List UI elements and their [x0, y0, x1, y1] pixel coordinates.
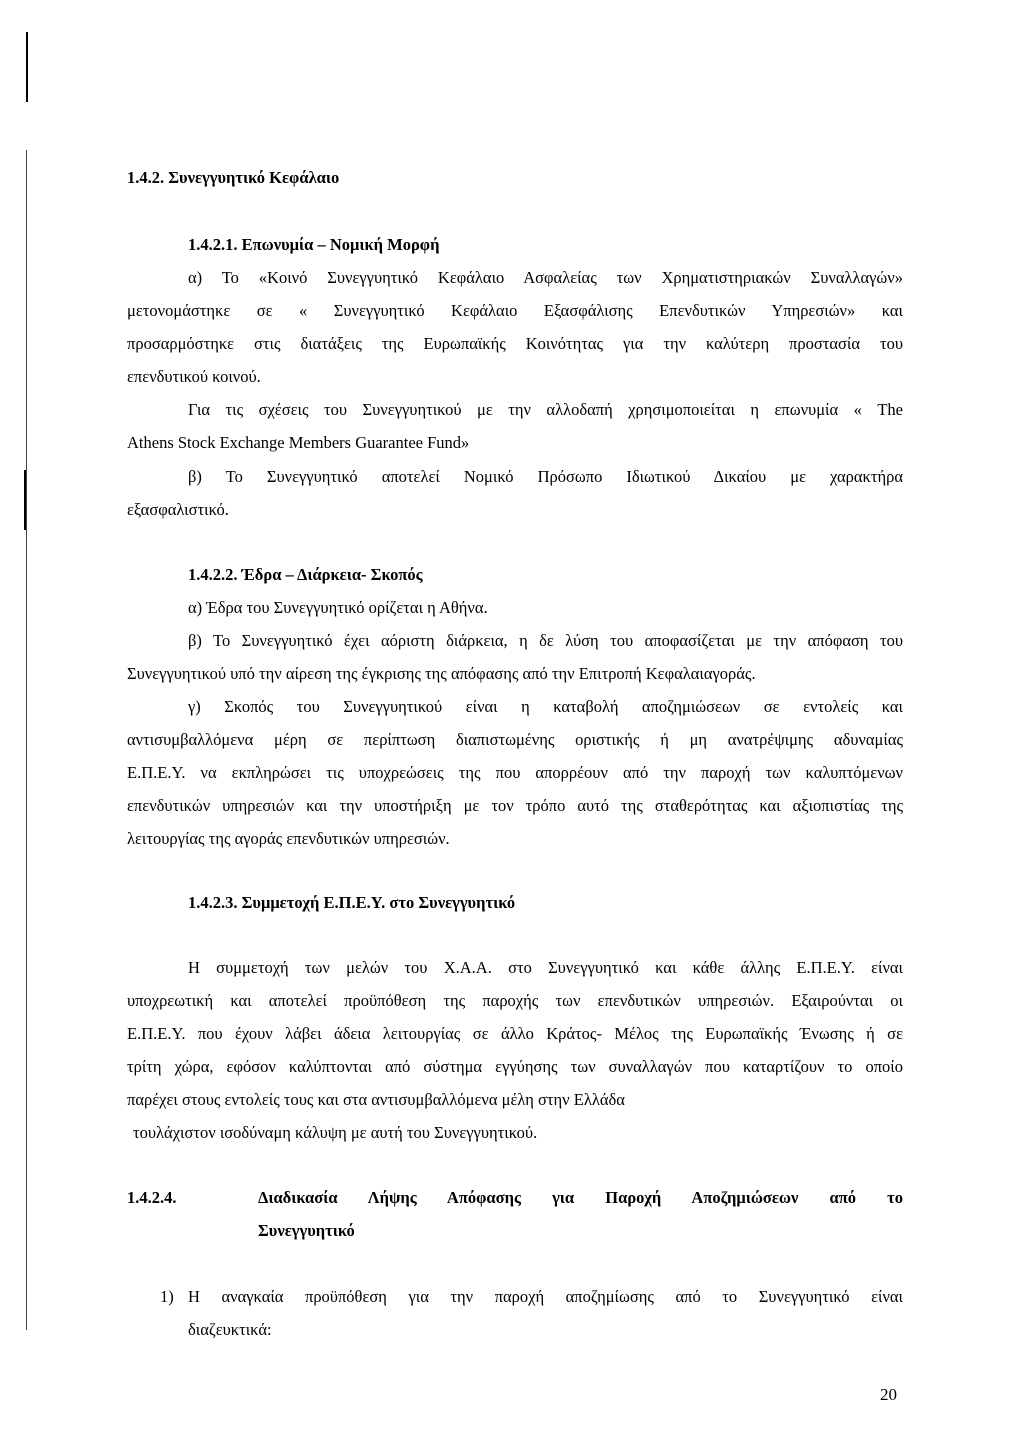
- s3-line-5: παρέχει στους εντολείς τους και στα αντισυμβαλλόμενα μέλη στην Ελλάδα: [127, 1090, 625, 1109]
- scan-edge-line-left: [26, 150, 27, 1330]
- s1-line-4: επενδυτικού κοινού.: [127, 367, 261, 386]
- s2-heading: 1.4.2.2. Έδρα – Διάρκεια- Σκοπός: [188, 565, 423, 584]
- s1-line-7: β) Το Συνεγγυητικό αποτελεί Νομικό Πρόσωπο Ιδιωτικού Δικαίου με χαρακτήρα: [188, 467, 903, 486]
- s2-line-8: λειτουργίας της αγοράς επενδυτικών υπηρεσιών.: [127, 829, 450, 848]
- scan-edge-line-top: [26, 32, 28, 102]
- s4-item-line-1: Η αναγκαία προϋπόθεση για την παροχή αποζημίωσης από το Συνεγγυητικό είναι: [188, 1287, 903, 1306]
- s1-line-3: προσαρμόστηκε στις διατάξεις της Ευρωπαϊκής Κοινότητας για την καλύτερη προστασία του: [127, 334, 903, 353]
- page-number: 20: [880, 1385, 897, 1404]
- s1-line-8: εξασφαλιστικό.: [127, 500, 229, 519]
- s4-heading-cont: Συνεγγυητικό: [258, 1221, 355, 1240]
- s2-line-5: αντισυμβαλλόμενα μέρη σε περίπτωση διαπιστωμένης οριστικής ή μη ανατρέψιμης αδυναμίας: [127, 730, 903, 749]
- scan-edge-mark: [24, 470, 26, 530]
- s3-heading: 1.4.2.3. Συμμετοχή Ε.Π.Ε.Υ. στο Συνεγγυητικό: [188, 893, 516, 912]
- s1-line-1: α) Το «Κοινό Συνεγγυητικό Κεφάλαιο Ασφαλείας των Χρηματιστηριακών Συναλλαγών»: [188, 268, 903, 287]
- s4-item-number: 1): [160, 1287, 174, 1306]
- s4-number: 1.4.2.4.: [127, 1188, 177, 1207]
- s3-line-2: υποχρεωτική και αποτελεί προϋπόθεση της παροχής των επενδυτικών υπηρεσιών. Εξαιρούνται οι: [127, 991, 903, 1010]
- s2-line-6: Ε.Π.Ε.Υ. να εκπληρώσει τις υποχρεώσεις της που απορρέουν από την παροχή των καλυπτόμενων: [127, 763, 903, 782]
- s1-line-2: μετονομάστηκε σε « Συνεγγυητικό Κεφάλαιο Εξασφάλισης Επενδυτικών Υπηρεσιών» και: [127, 301, 903, 320]
- s3-line-4: τρίτη χώρα, εφόσον καλύπτονται από σύστημα εγγύησης των συναλλαγών που καταρτίζουν το οποίο: [127, 1057, 903, 1076]
- s4-item-line-2: διαζευκτικά:: [188, 1320, 272, 1339]
- s3-line-1: Η συμμετοχή των μελών του Χ.Α.Α. στο Συνεγγυητικό και κάθε άλλης Ε.Π.Ε.Υ. είναι: [188, 958, 903, 977]
- s1-line-6: Athens Stock Exchange Members Guarantee Fund»: [127, 433, 470, 452]
- s2-line-4: γ) Σκοπός του Συνεγγυητικού είναι η καταβολή αποζημιώσεων σε εντολείς και: [188, 697, 903, 716]
- section-heading: 1.4.2. Συνεγγυητικό Κεφάλαιο: [127, 168, 340, 187]
- s2-line-3: Συνεγγυητικού υπό την αίρεση της έγκρισης της απόφασης από την Επιτροπή Κεφαλαιαγοράς.: [127, 664, 756, 683]
- s2-line-2: β) Το Συνεγγυητικό έχει αόριστη διάρκεια, η δε λύση του αποφασίζεται με την απόφαση του: [188, 631, 903, 650]
- s3-line-3: Ε.Π.Ε.Υ. που έχουν λάβει άδεια λειτουργίας σε άλλο Κράτος- Μέλος της Ευρωπαϊκής Ένωσης ή σε: [127, 1024, 903, 1043]
- s2-line-7: επενδυτικών υπηρεσιών και την υποστήριξη με τον τρόπο αυτό της σταθερότητας και αξιοπιστίας της: [127, 796, 903, 815]
- s1-heading: 1.4.2.1. Επωνυμία – Νομική Μορφή: [188, 235, 440, 254]
- s4-heading: Διαδικασία Λήψης Απόφασης για Παροχή Αποζημιώσεων από το: [258, 1188, 903, 1207]
- s2-line-1: α) Έδρα του Συνεγγυητικό ορίζεται η Αθήνα.: [188, 598, 488, 617]
- s1-line-5: Για τις σχέσεις του Συνεγγυητικού με την αλλοδαπή χρησιμοποιείται η επωνυμία « The: [188, 400, 903, 419]
- s3-line-6: τουλάχιστον ισοδύναμη κάλυψη με αυτή του Συνεγγυητικού.: [133, 1123, 538, 1142]
